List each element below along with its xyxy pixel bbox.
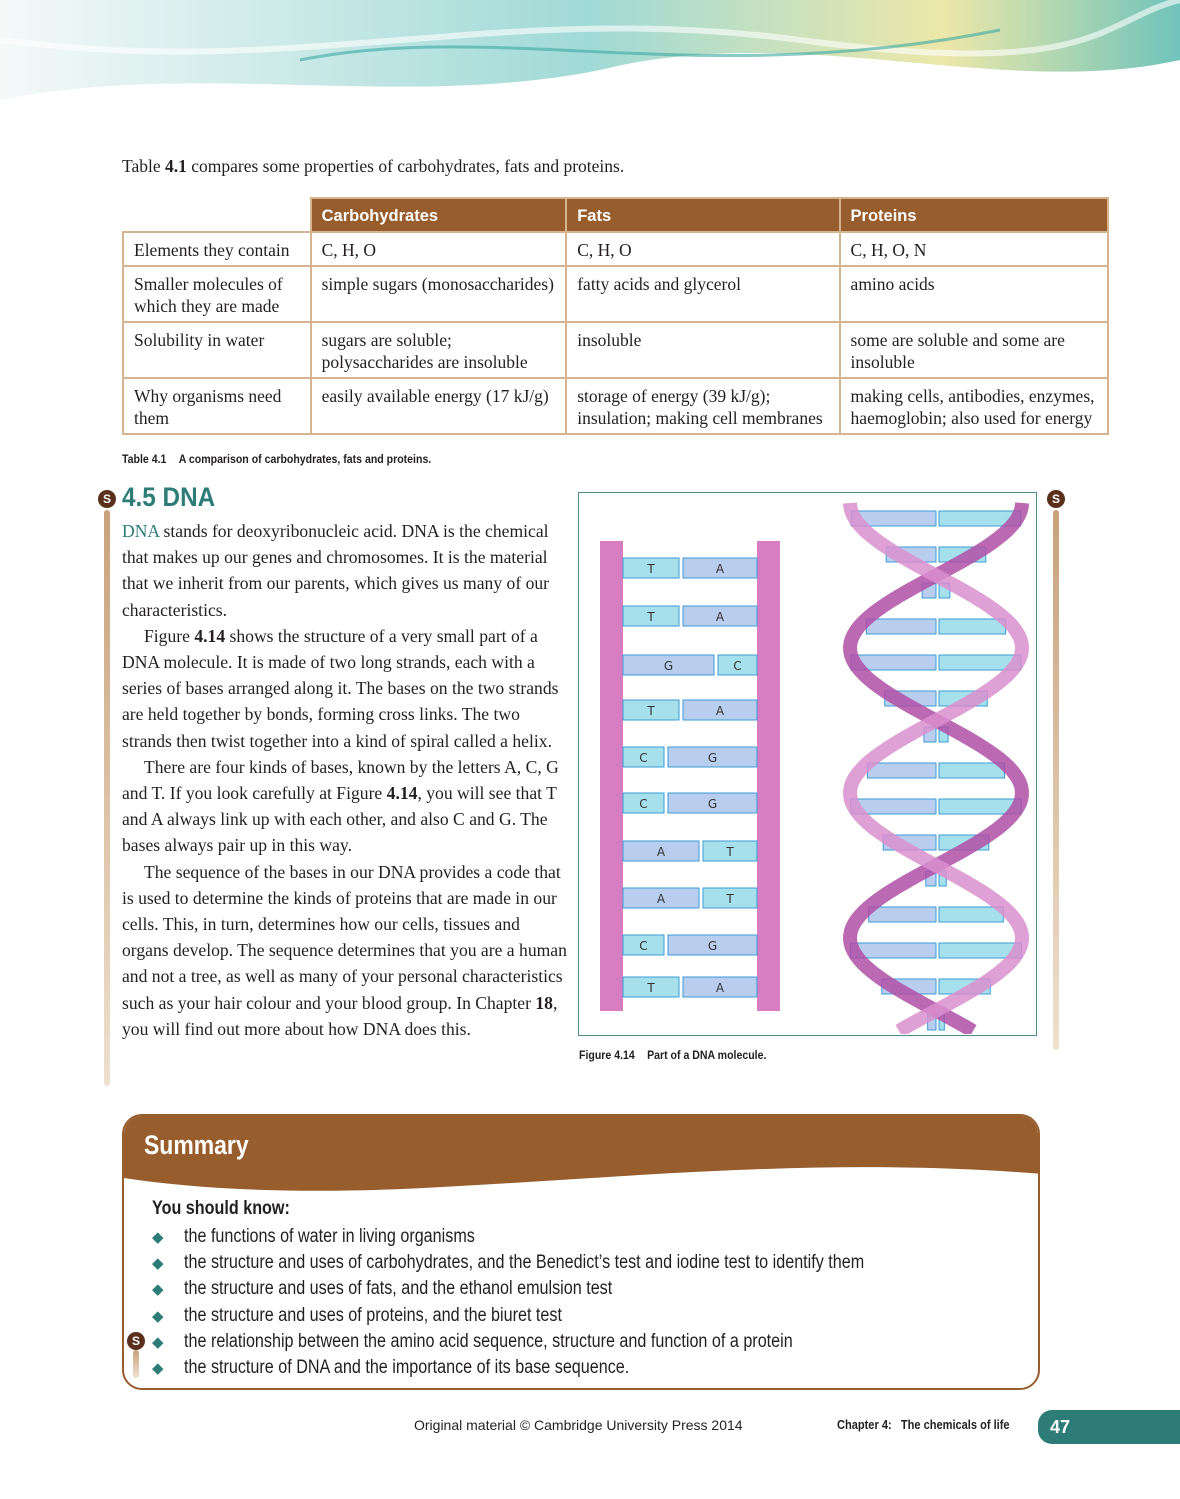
summary-header-band xyxy=(124,1116,1040,1206)
table-cell: fatty acids and glycerol xyxy=(566,266,839,322)
decorative-banner xyxy=(0,0,1180,110)
table-cell: C, H, O xyxy=(566,232,839,266)
base-letter: A xyxy=(656,892,666,906)
table-row xyxy=(123,266,1108,322)
table-row xyxy=(123,322,1108,378)
s-badge-icon: S xyxy=(127,1332,145,1350)
section-body xyxy=(122,518,568,1042)
supplement-bar xyxy=(1053,510,1059,1050)
s-badge-icon: S xyxy=(1047,490,1065,508)
paragraph: There are four kinds of bases, known by the letters A, C, G and T. If you look carefully at Figure 4.14, you will see that T and A always link up with each other, and also C and G. The bases always pair up in this way. xyxy=(122,756,559,856)
row-label: Solubility in water xyxy=(123,322,311,378)
section-heading: 4.5 DNA xyxy=(122,482,216,512)
base-letter: T xyxy=(647,704,655,718)
table-cell: easily available energy (17 kJ/g) xyxy=(311,378,567,434)
dna-diagram xyxy=(579,493,1035,1034)
base-letter: G xyxy=(707,797,718,811)
list-item: ◆ the structure and uses of fats, and the ethanol emulsion test xyxy=(152,1276,984,1302)
table-cell: C, H, O, N xyxy=(840,232,1108,266)
column-header: Fats xyxy=(566,198,839,232)
base-letter: T xyxy=(647,562,655,576)
table-cell: simple sugars (monosaccharides) xyxy=(311,266,567,322)
table-row xyxy=(123,378,1108,434)
table-cell: amino acids xyxy=(840,266,1108,322)
base-letter: G xyxy=(707,939,718,953)
page-number: 47 xyxy=(1038,1410,1180,1444)
chapter-label: Chapter 4: The chemicals of life xyxy=(837,1417,1010,1432)
diamond-bullet-icon: ◆ xyxy=(152,1229,164,1246)
diamond-bullet-icon: ◆ xyxy=(152,1333,164,1351)
summary-list xyxy=(152,1224,984,1381)
base-letter: C xyxy=(639,751,648,765)
base-letter: T xyxy=(647,610,655,624)
helix-base xyxy=(868,763,936,778)
helix-base xyxy=(869,907,936,922)
table-header-row xyxy=(123,198,1108,232)
list-item: ◆ the structure and uses of carbohydrates, and the Benedict’s test and iodine test to identify them xyxy=(152,1250,984,1276)
base-letter: A xyxy=(715,610,725,624)
table-cell: making cells, antibodies, enzymes, haemoglobin; also used for energy xyxy=(840,378,1108,434)
paragraph: Figure 4.14 shows the structure of a very small part of a DNA molecule. It is made of two long strands, each with a series of bases arranged along it. The bases on the two strands are held together by bonds, forming cross links. The two strands then twist together into a kind of spiral called a helix. xyxy=(122,625,559,751)
row-label: Elements they contain xyxy=(123,232,311,266)
base-letter: G xyxy=(663,659,674,673)
diamond-bullet-icon: ◆ xyxy=(152,1307,164,1325)
table-cell: sugars are soluble; polysaccharides are insoluble xyxy=(311,322,567,378)
diamond-bullet-icon: ◆ xyxy=(152,1255,164,1273)
helix-base xyxy=(939,907,1003,922)
supplement-bar xyxy=(133,1350,139,1378)
row-label: Why organisms need them xyxy=(123,378,311,434)
diamond-bullet-icon: ◆ xyxy=(152,1281,164,1299)
table-cell: insoluble xyxy=(566,322,839,378)
base-letter: C xyxy=(639,797,648,811)
paragraph: DNA stands for deoxyribonucleic acid. DNA is the chemical that makes up our genes and chromosomes. It is the material that we inherit from our parents, which gives us many of our characteristics. xyxy=(122,521,550,620)
row-label: Smaller molecules of which they are made xyxy=(123,266,311,322)
column-header: Proteins xyxy=(840,198,1108,232)
list-item: ◆ the functions of water in living organisms xyxy=(152,1224,984,1250)
base-letter: C xyxy=(733,659,742,673)
base-letter: T xyxy=(726,845,734,859)
base-letter: G xyxy=(707,751,718,765)
summary-box xyxy=(122,1114,1040,1390)
table-cell: C, H, O xyxy=(311,232,567,266)
base-letter: A xyxy=(715,562,725,576)
base-letter: T xyxy=(647,981,655,995)
helix-base xyxy=(939,619,1006,634)
diamond-bullet-icon: ◆ xyxy=(152,1359,164,1377)
comparison-table xyxy=(122,197,1109,435)
supplement-bar xyxy=(104,510,110,1086)
paragraph: The sequence of the bases in our DNA provides a code that is used to determine the kinds of proteins that are made in our cells. This, in turn, determines how our cells, tissues and organs develop. The sequence determines that you are a human and not a tree, as well as many of your personal characteristics such as your hair colour and your blood group. In Chapter 18, you will find out more about how DNA does this. xyxy=(122,861,567,1039)
base-letter: T xyxy=(726,892,734,906)
figure-caption: Figure 4.14 Part of a DNA molecule. xyxy=(579,1048,767,1062)
list-item: ◆ the relationship between the amino acid sequence, structure and function of a protein xyxy=(152,1329,984,1355)
helix-base xyxy=(866,619,936,634)
summary-subtitle: You should know: xyxy=(152,1198,290,1219)
base-letter: A xyxy=(715,704,725,718)
summary-title: Summary xyxy=(144,1130,249,1160)
intro-text: Table 4.1 compares some properties of carbohydrates, fats and proteins. xyxy=(122,156,625,176)
table-cell: some are soluble and some are insoluble xyxy=(840,322,1108,378)
dna-figure xyxy=(578,492,1037,1036)
table-cell: storage of energy (39 kJ/g); insulation; making cell membranes xyxy=(566,378,839,434)
copyright-notice: Original material © Cambridge University Press 2014 xyxy=(414,1417,743,1433)
base-letter: A xyxy=(656,845,666,859)
column-header: Carbohydrates xyxy=(311,198,567,232)
s-badge-icon: S xyxy=(98,490,116,508)
base-letter: A xyxy=(715,981,725,995)
table-row xyxy=(123,232,1108,266)
table-caption: Table 4.1 A comparison of carbohydrates, fats and proteins. xyxy=(122,452,432,466)
helix-base xyxy=(939,763,1004,778)
list-item: ◆ the structure of DNA and the importance of its base sequence. xyxy=(152,1355,984,1381)
base-letter: C xyxy=(639,939,648,953)
right-strand xyxy=(757,541,780,1011)
list-item: ◆ the structure and uses of proteins, and the biuret test xyxy=(152,1303,984,1329)
left-strand xyxy=(600,541,623,1011)
